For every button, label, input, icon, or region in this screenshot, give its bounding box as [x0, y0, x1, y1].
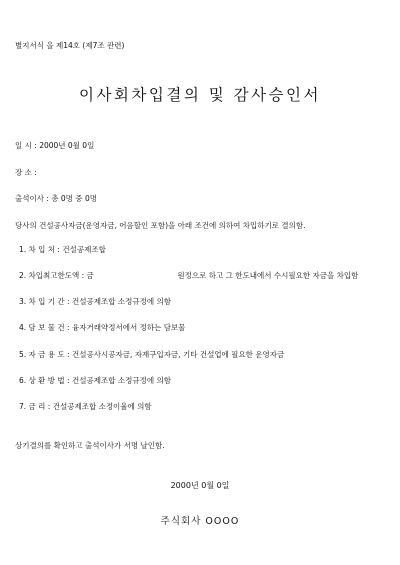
item-lender [19, 244, 106, 255]
item-value: 건설공제조합 소정규정에 의함 [71, 297, 171, 306]
item-label: 1. 차 입 처 : [19, 245, 60, 254]
item-label: 4. 담 보 물 건 : [19, 323, 70, 332]
company-name: 주식회사 OOOO [160, 516, 240, 527]
attendance-value: 총 0명 중 0명 [51, 194, 97, 203]
item-value: 융자거래약정서에서 정하는 담보물 [71, 323, 186, 332]
item-label: 3. 차 입 기 간 : [19, 297, 70, 306]
item-value: 건설공제조합 [62, 245, 106, 254]
item-value: 건설공제조합 소정이율에 의함 [52, 402, 152, 411]
document-title: 이사회차입결의 및 감사승인서 [78, 86, 321, 104]
item-label: 7. 금 리 : [19, 402, 51, 411]
item-period [19, 296, 171, 307]
item-max-limit [19, 270, 358, 281]
meeting-date-value: 2000년 0월 0일 [39, 141, 95, 150]
item-label: 6. 상 환 방 법 : [19, 376, 70, 385]
attendance-label: 출석이사 : [15, 194, 49, 203]
closing-statement: 상기결의를 확인하고 출석이사가 서명 날인함. [15, 441, 165, 450]
item-label: 2. 차입최고한도액 : 금 [19, 271, 94, 280]
attendance-row [15, 193, 97, 204]
meeting-date-label: 일 시 : [15, 141, 37, 150]
item-value: 건설공사시공자금, 자재구입자금, 기타 건설업에 필요한 운영자금 [71, 350, 285, 359]
item-purpose [19, 349, 284, 360]
meeting-date-row [15, 140, 94, 151]
item-value: 건설공제조합 소정규정에 의함 [71, 376, 171, 385]
item-interest [19, 401, 152, 412]
meeting-place-row [15, 167, 37, 178]
resolution-intro: 당사의 건설공사자금(운영자금, 어음할인 포함)을 아래 조건에 의하여 차입하기로 결의함. [15, 221, 306, 230]
item-label: 5. 자 금 용 도 : [19, 350, 70, 359]
form-reference: 별지서식 을 제14호 (제7조 관련) [15, 41, 125, 50]
signature-date: 2000년 0월 0일 [170, 481, 230, 490]
item-value: 원정으로 하고 그 한도내에서 수시필요한 자금을 차입함 [177, 271, 359, 280]
meeting-place-label: 장 소 : [15, 168, 37, 177]
item-collateral [19, 322, 185, 333]
item-repayment [19, 375, 171, 386]
